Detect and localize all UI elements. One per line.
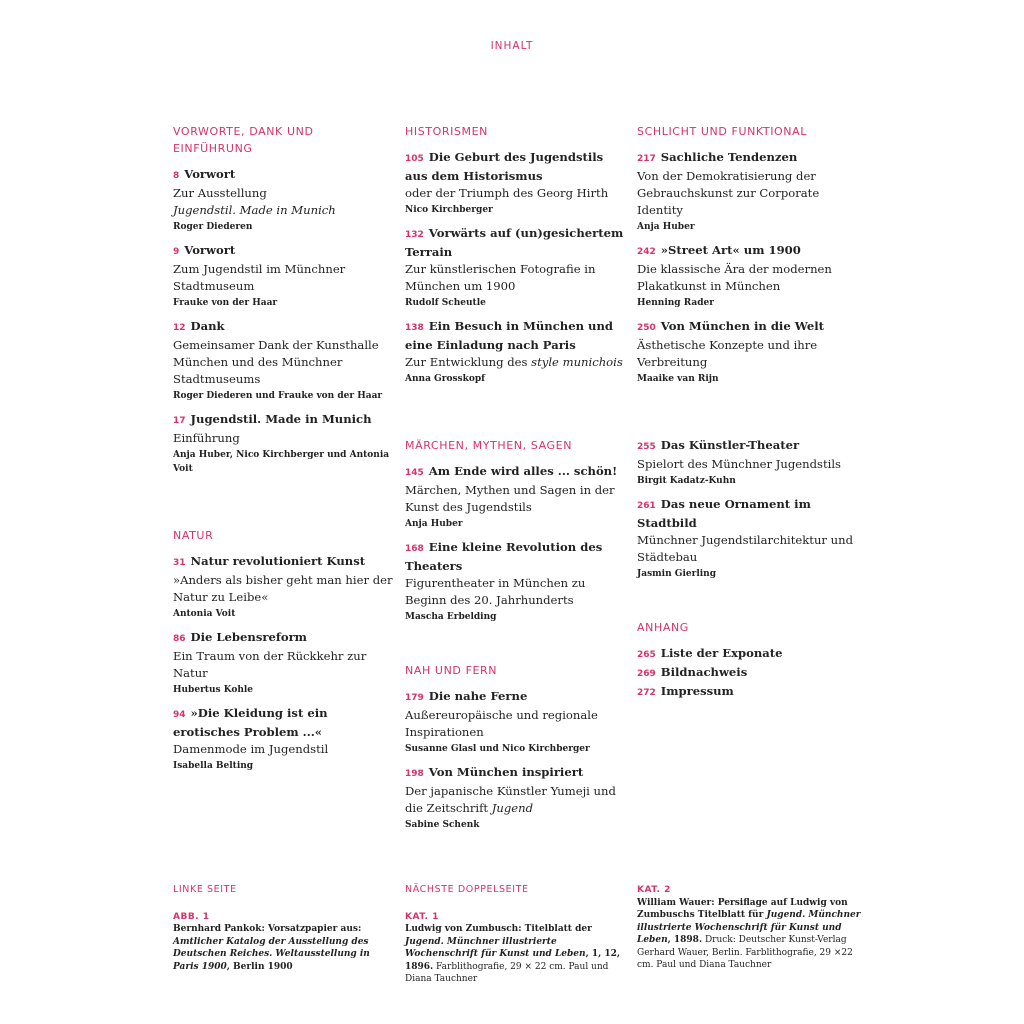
- page-number: 261: [637, 501, 656, 511]
- section-title: HISTORISMEN: [405, 125, 489, 138]
- entry-heading: 8 Vorwort: [173, 167, 236, 181]
- section-title: VORWORTE, DANK UND EINFÜHRUNG: [173, 125, 314, 155]
- entry-subtitle: Der japanische Künstler Yumeji und die Zeitschrift Jugend: [405, 784, 616, 815]
- entry-author: Mascha Erbelding: [405, 612, 497, 622]
- toc-entry[interactable]: [173, 242, 393, 310]
- toc-entry[interactable]: [637, 664, 857, 683]
- toc-entry[interactable]: [173, 411, 393, 476]
- page-number: 242: [637, 247, 656, 257]
- toc-column-3: [637, 123, 857, 702]
- entry-subtitle: Figurentheater in München zu Beginn des 20. Jahrhunderts: [405, 576, 586, 607]
- entry-subtitle: Märchen, Mythen und Sagen in der Kunst des Jugendstils: [405, 483, 615, 514]
- footer-caption-label: KAT. 2: [637, 885, 671, 895]
- toc-entry[interactable]: [173, 318, 393, 403]
- section-title: MÄRCHEN, MYTHEN, SAGEN: [405, 439, 573, 452]
- toc-entry[interactable]: [405, 463, 625, 531]
- entry-heading: 217 Sachliche Tendenzen: [637, 150, 798, 164]
- entry-heading: 179 Die nahe Ferne: [405, 689, 528, 703]
- entry-author: Roger Diederen und Frauke von der Haar: [173, 391, 383, 401]
- toc-entry[interactable]: [173, 705, 393, 773]
- page-number: 255: [637, 442, 656, 452]
- entry-subtitle: Zum Jugendstil im Münchner Stadtmuseum: [173, 262, 346, 293]
- page-number: 105: [405, 154, 424, 164]
- entry-heading: 269 Bildnachweis: [637, 665, 748, 679]
- section-title: SCHLICHT UND FUNKTIONAL: [637, 125, 807, 138]
- entry-subtitle: Zur Ausstellung Jugendstil. Made in Munich: [173, 186, 336, 217]
- entry-heading: 265 Liste der Exponate: [637, 646, 783, 660]
- entry-subtitle: Gemeinsamer Dank der Kunsthalle München und des Münchner Stadtmuseums: [173, 338, 379, 386]
- page-number: 179: [405, 693, 424, 703]
- entry-subtitle: Spielort des Münchner Jugendstils: [637, 457, 842, 471]
- footer-caption-label: KAT. 1: [405, 911, 439, 922]
- page-number: 138: [405, 323, 424, 333]
- toc-entry[interactable]: [637, 645, 857, 664]
- entry-heading: 145 Am Ende wird alles ... schön!: [405, 464, 618, 478]
- footer-caption-text: Bernhard Pankok: Vorsatzpapier aus: Amtlicher Katalog der Ausstellung des Deutschen Reiches. Weltausstellung in Paris 1900, Berlin 1900: [173, 924, 370, 972]
- toc-entry[interactable]: [637, 496, 857, 581]
- entry-subtitle: Münchner Jugendstilarchitektur und Städtebau: [637, 533, 854, 564]
- footer-section-title: NÄCHSTE DOPPELSEITE: [405, 884, 529, 895]
- entry-heading: 250 Von München in die Welt: [637, 319, 824, 333]
- entry-heading: 9 Vorwort: [173, 243, 236, 257]
- entry-heading: 105 Die Geburt des Jugendstils aus dem Historismus: [405, 150, 604, 183]
- section-title: ANHANG: [637, 621, 689, 634]
- entry-author: Roger Diederen: [173, 222, 253, 232]
- entry-subtitle: Damenmode im Jugendstil: [173, 742, 329, 756]
- toc-entry[interactable]: [173, 553, 393, 621]
- entry-author: Sabine Schenk: [405, 820, 480, 830]
- entry-heading: 132 Vorwärts auf (un)gesichertem Terrain: [405, 226, 624, 259]
- entry-author: Isabella Belting: [173, 761, 254, 771]
- page-number: 12: [173, 323, 186, 333]
- footer-caption-text: Ludwig von Zumbusch: Titelblatt der Jugend. Münchner illustrierte Wochenschrift für Kunst und Leben, 1, 12, 1896. Farblithografie, 29 × 22 cm. Paul und Diana Tauchner: [405, 924, 621, 984]
- page-number: 198: [405, 769, 424, 779]
- page-number: 168: [405, 544, 424, 554]
- footer-caption-right: [637, 884, 862, 972]
- toc-section: [405, 123, 625, 386]
- page-number: 94: [173, 710, 186, 720]
- toc-entry[interactable]: [405, 539, 625, 624]
- entry-heading: 272 Impressum: [637, 684, 734, 698]
- entry-subtitle: Die klassische Ära der modernen Plakatkunst in München: [637, 262, 832, 293]
- entry-heading: 138 Ein Besuch in München und eine Einladung nach Paris: [405, 319, 614, 352]
- page-number: 9: [173, 247, 180, 257]
- toc-entry[interactable]: [405, 688, 625, 756]
- entry-author: Anja Huber: [405, 519, 463, 529]
- page-number: 31: [173, 558, 186, 568]
- entry-subtitle: Einführung: [173, 431, 240, 445]
- section-title: NATUR: [173, 529, 214, 542]
- toc-entry[interactable]: [405, 225, 625, 310]
- section-title: NAH UND FERN: [405, 664, 498, 677]
- entry-author: Susanne Glasl und Nico Kirchberger: [405, 744, 590, 754]
- toc-section: [173, 123, 393, 476]
- entry-subtitle: Zur Entwicklung des style munichois: [405, 355, 623, 369]
- entry-subtitle: Ein Traum von der Rückkehr zur Natur: [173, 649, 367, 680]
- page-number: 145: [405, 468, 424, 478]
- page-number: 265: [637, 650, 656, 660]
- toc-section: [637, 437, 857, 581]
- entry-heading: 12 Dank: [173, 319, 225, 333]
- entry-heading: 198 Von München inspiriert: [405, 765, 584, 779]
- entry-subtitle: Zur künstlerischen Fotografie in München um 1900: [405, 262, 596, 293]
- footer-section-title: LINKE SEITE: [173, 884, 237, 895]
- page-number: 269: [637, 669, 656, 679]
- entry-author: Anna Grosskopf: [405, 374, 486, 384]
- entry-heading: 255 Das Künstler-Theater: [637, 438, 800, 452]
- page-number: 217: [637, 154, 656, 164]
- entry-author: Anja Huber: [637, 222, 695, 232]
- entry-author: Nico Kirchberger: [405, 205, 493, 215]
- page-number: 8: [173, 171, 180, 181]
- page-number: 132: [405, 230, 424, 240]
- entry-author: Birgit Kadatz-Kuhn: [637, 476, 736, 486]
- toc-entry[interactable]: [637, 437, 857, 488]
- footer-caption-left: [173, 884, 398, 973]
- page-number: 17: [173, 416, 186, 426]
- page-number: 272: [637, 688, 656, 698]
- toc-entry[interactable]: [173, 629, 393, 697]
- toc-entry[interactable]: [637, 242, 857, 310]
- entry-author: Frauke von der Haar: [173, 298, 278, 308]
- toc-column-2: [405, 123, 625, 840]
- toc-entry[interactable]: [637, 318, 857, 386]
- toc-entry[interactable]: [405, 149, 625, 217]
- entry-author: Maaike van Rijn: [637, 374, 719, 384]
- entry-heading: 86 Die Lebensreform: [173, 630, 307, 644]
- footer-caption-text: William Wauer: Persiflage auf Ludwig von Zumbuschs Titelblatt für Jugend. Münchner illustrierte Wochenschrift für Kunst und Leben, 1898. Druck: Deutscher Kunst-Verlag Gerhard Wauer, Berlin. Farblithografie, 29 ×22 cm. Paul und Diana Tauchner: [637, 897, 861, 970]
- toc-section: [173, 527, 393, 773]
- entry-author: Hubertus Kohle: [173, 685, 254, 695]
- entry-subtitle: »Anders als bisher geht man hier der Natur zu Leibe«: [173, 573, 393, 604]
- toc-entry[interactable]: [637, 149, 857, 234]
- entry-heading: 261 Das neue Ornament im Stadtbild: [637, 497, 811, 530]
- entry-heading: 31 Natur revolutioniert Kunst: [173, 554, 366, 568]
- toc-section: [637, 619, 857, 702]
- toc-section: [405, 662, 625, 832]
- entry-author: Jasmin Gierling: [637, 569, 717, 579]
- toc-section: [405, 437, 625, 624]
- footer-caption-label: ABB. 1: [173, 911, 210, 922]
- entry-subtitle: Außereuropäische und regionale Inspirationen: [405, 708, 598, 739]
- entry-subtitle: Ästhetische Konzepte und ihre Verbreitung: [637, 338, 818, 369]
- footer-caption-middle: [405, 884, 630, 986]
- toc-section: [637, 123, 857, 386]
- page-title: INHALT: [490, 40, 534, 52]
- entry-heading: 17 Jugendstil. Made in Munich: [173, 412, 372, 426]
- entry-subtitle: oder der Triumph des Georg Hirth: [405, 186, 609, 200]
- entry-subtitle: Von der Demokratisierung der Gebrauchskunst zur Corporate Identity: [637, 169, 820, 217]
- page-number: 86: [173, 634, 186, 644]
- entry-author: Henning Rader: [637, 298, 714, 308]
- toc-entry[interactable]: [637, 683, 857, 702]
- toc-column-1: [173, 123, 393, 781]
- entry-author: Antonia Voit: [173, 609, 236, 619]
- entry-author: Anja Huber, Nico Kirchberger und Antonia Voit: [173, 450, 390, 474]
- entry-author: Rudolf Scheutle: [405, 298, 486, 308]
- toc-entry[interactable]: [173, 166, 393, 234]
- toc-entry[interactable]: [405, 318, 625, 386]
- entry-heading: 168 Eine kleine Revolution des Theaters: [405, 540, 603, 573]
- page-number: 250: [637, 323, 656, 333]
- entry-heading: 94 »Die Kleidung ist ein erotisches Problem ...«: [173, 706, 328, 739]
- entry-heading: 242 »Street Art« um 1900: [637, 243, 801, 257]
- toc-entry[interactable]: [405, 764, 625, 832]
